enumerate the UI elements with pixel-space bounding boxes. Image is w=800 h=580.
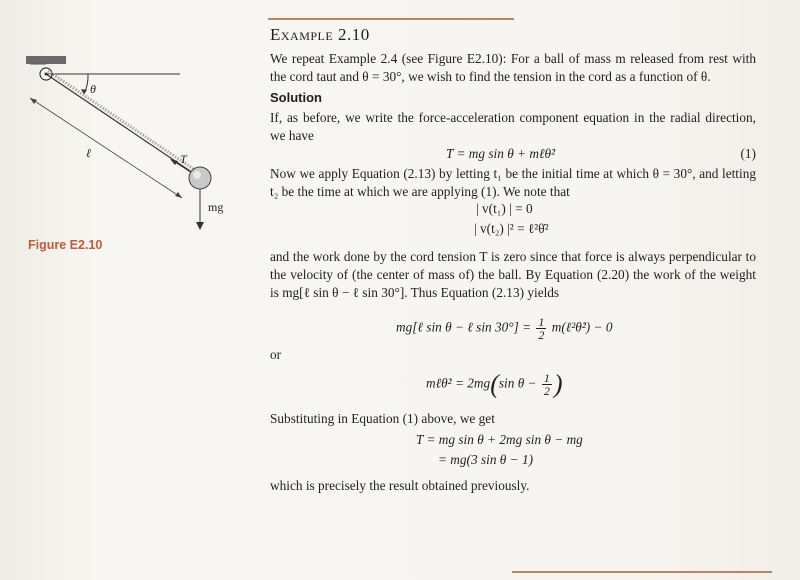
equation-1-text: T = mg sin θ + mℓθ̇² (446, 145, 556, 161)
left-paren: ( (490, 369, 499, 399)
paragraph-1: If, as before, we write the force-acceleration component equation in the radial direction, we have (270, 110, 756, 143)
bottom-rule (512, 571, 772, 573)
equation-2b-text: | v(t₂) |² = ℓ²θ̇² (474, 221, 549, 237)
top-rule (268, 18, 514, 20)
equation-1-number: (1) (740, 145, 756, 161)
equation-1 (270, 145, 756, 165)
example-text (270, 26, 756, 495)
equation-2b (270, 220, 756, 240)
cord (46, 74, 196, 175)
equation-2a-text: | v(t₁) | = 0 (476, 201, 533, 217)
equation-4 (270, 366, 756, 406)
weight-label: mg (208, 200, 224, 214)
right-paren: ) (553, 369, 563, 399)
equation-5a-text: T = mg sin θ + 2mg sin θ − mg (416, 432, 583, 448)
equation-4-text (426, 369, 563, 399)
ball-icon (189, 167, 211, 189)
paragraph-4: Substituting in Equation (1) above, we get (270, 410, 495, 426)
paragraph-5: which is precisely the result obtained previously. (270, 478, 530, 494)
solution-heading: Solution (270, 90, 322, 106)
length-label: ℓ (86, 146, 91, 160)
equation-3 (270, 308, 756, 344)
paragraph-2: Now we apply Equation (2.13) by letting t₁ be the initial time at which θ = 30°, and letting t₂ be the time at which we are applying (1). We note that (270, 165, 756, 199)
equation-5b (270, 451, 756, 471)
equation-5b-text: = mg(3 sin θ − 1) (438, 452, 534, 468)
theta-label: θ (90, 82, 96, 96)
equation-4-frac-den: 2 (543, 383, 550, 398)
paragraph-3: and the work done by the cord tension T is zero since that force is always perpendicular to the velocity of (the center of mass of) the ball. By Equation (2.20) the work of the weight is mg[ℓ sin θ − ℓ sin 30°]. Thus Equation (2.13) yields (270, 249, 756, 300)
equation-2a (270, 200, 756, 220)
equation-3-frac-den: 2 (538, 327, 545, 342)
tension-label: T (180, 152, 187, 166)
example-title: Example 2.10 (270, 25, 370, 44)
ceiling-support (26, 56, 66, 64)
equation-3-fraction (536, 316, 546, 341)
equation-4-fraction (542, 372, 552, 397)
equation-5a (270, 431, 756, 451)
pendulum-figure (0, 40, 250, 240)
length-dimension (30, 98, 182, 198)
equation-4-frac-num: 1 (543, 370, 550, 385)
or-text: or (270, 346, 282, 362)
equation-4-inner: sin θ − (498, 375, 540, 391)
equation-3-right: m(ℓ²θ̇²) − 0 (548, 319, 613, 335)
figure-caption: Figure E2.10 (28, 238, 103, 252)
equation-3-frac-num: 1 (538, 314, 545, 329)
equation-4-left: mℓθ̇² = 2mg (426, 375, 491, 391)
equation-3-left: mg[ℓ sin θ − ℓ sin 30°] = (396, 319, 535, 335)
intro-paragraph: We repeat Example 2.4 (see Figure E2.10): For a ball of mass m released from rest with the cord taut and θ = 30°, we wish to find the tension in the cord as a function of θ. (270, 50, 756, 84)
equation-3-text (396, 316, 613, 341)
